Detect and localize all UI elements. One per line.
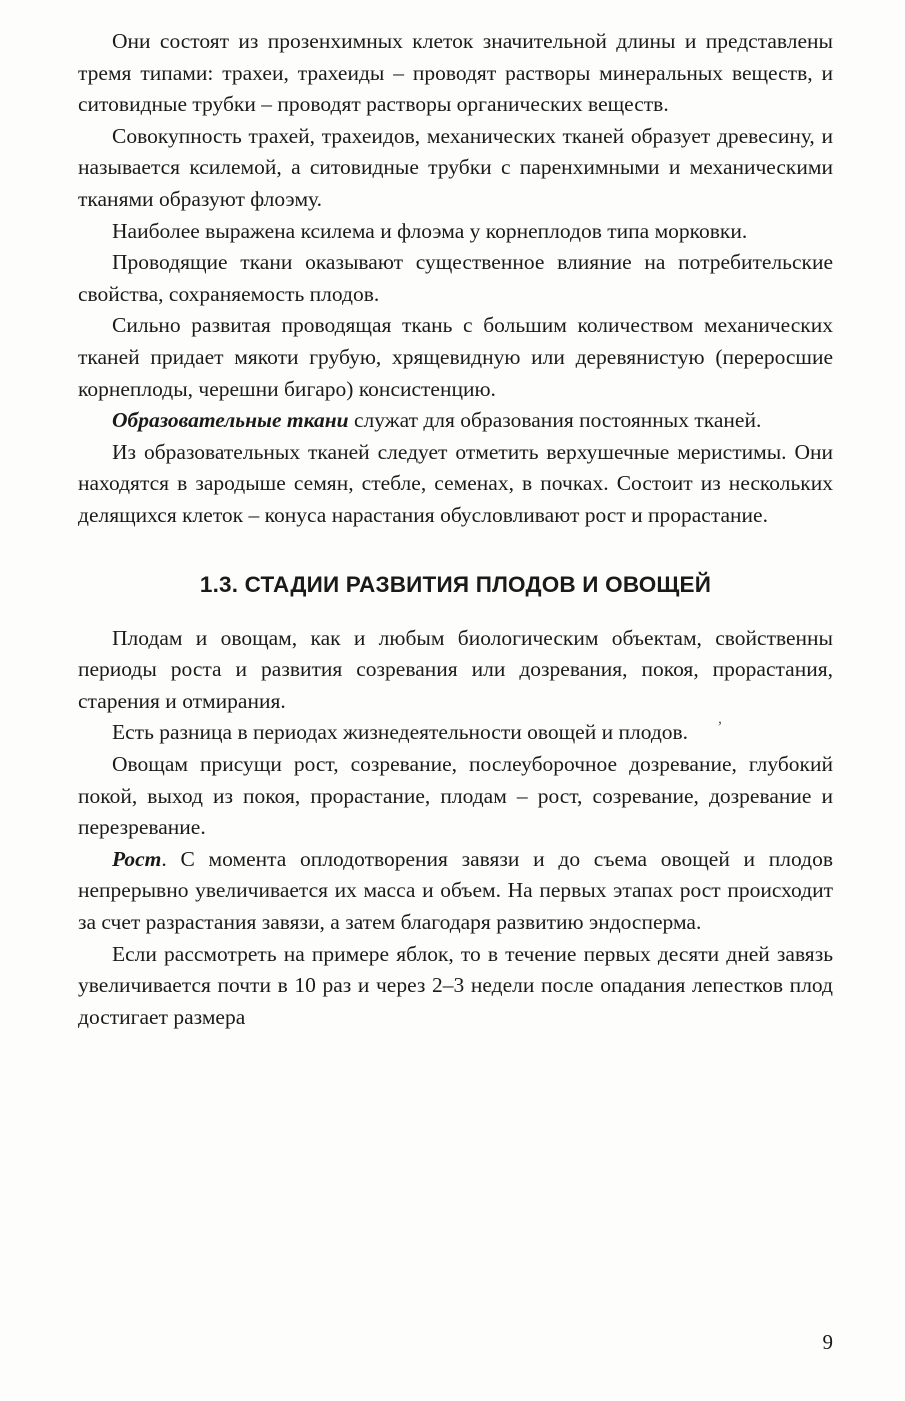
page-body [78, 26, 833, 1033]
stray-ink-mark: , [718, 710, 722, 727]
paragraph-educational-tissues-text: служат для образования постоянных тканей. [348, 408, 762, 433]
paragraph-educational-tissues [78, 405, 833, 437]
paragraph: Плодам и овощам, как и любым биологическим объектам, свойственны периоды роста и развития созревания или дозревания, покоя, прорастания, старения и отмирания. [78, 625, 833, 713]
paragraph: Сильно развитая проводящая ткань с большим количеством механических тканей придает мякоти грубую, хрящевидную или деревянистую (переросшие корнеплоды, черешни бигаро) консистенцию. [78, 313, 833, 401]
paragraph: Из образовательных тканей следует отметить верхушечные меристимы. Они находятся в зародыше семян, стебле, семенах, в почках. Состоит из нескольких делящихся клеток – конуса нарастания обусловливают рост и прорастание. [78, 439, 833, 527]
paragraph: Они состоят из прозенхимных клеток значительной длины и представлены тремя типами: трахеи, трахеиды – проводят растворы минеральных веществ, и ситовидные трубки – проводят растворы органических веществ. [78, 29, 833, 117]
paragraph: Проводящие ткани оказывают существенное влияние на потребительские свойства, сохраняемость плодов. [78, 250, 833, 306]
paragraph: Овощам присущи рост, созревание, послеуборочное дозревание, глубокий покой, выход из покоя, прорастание, плодам – рост, созревание, дозревание и перезревание. [78, 751, 833, 840]
page-number: 9 [822, 1330, 833, 1354]
section-heading: 1.3. СТАДИИ РАЗВИТИЯ ПЛОДОВ И ОВОЩЕЙ [199, 571, 712, 597]
paragraph-growth [78, 844, 833, 939]
paragraph: Есть разница в периодах жизнедеятельности овощей и плодов. [112, 720, 689, 745]
paragraph: Наиболее выражена ксилема и флоэма у корнеплодов типа морковки. [112, 218, 748, 243]
paragraph-growth-text: . С момента оплодотворения завязи и до съема овощей и плодов непрерывно увеличивается их масса и объем. На первых этапах рост происходит за счет разрастания завязи, а затем благодаря развитию эндосперма. [78, 846, 833, 934]
paragraph: Если рассмотреть на примере яблок, то в течение первых десяти дней завязь увеличивается почти в 10 раз и через 2–3 недели после опадания лепестков плод достигает размера [78, 941, 833, 1029]
term-growth: Рост [112, 846, 162, 871]
term-educational-tissues: Образовательные ткани [112, 408, 349, 433]
paragraph: Совокупность трахей, трахеидов, механических тканей образует древесину, и называется ксилемой, а ситовидные трубки с паренхимными и механическими тканями образуют флоэму. [78, 123, 833, 211]
